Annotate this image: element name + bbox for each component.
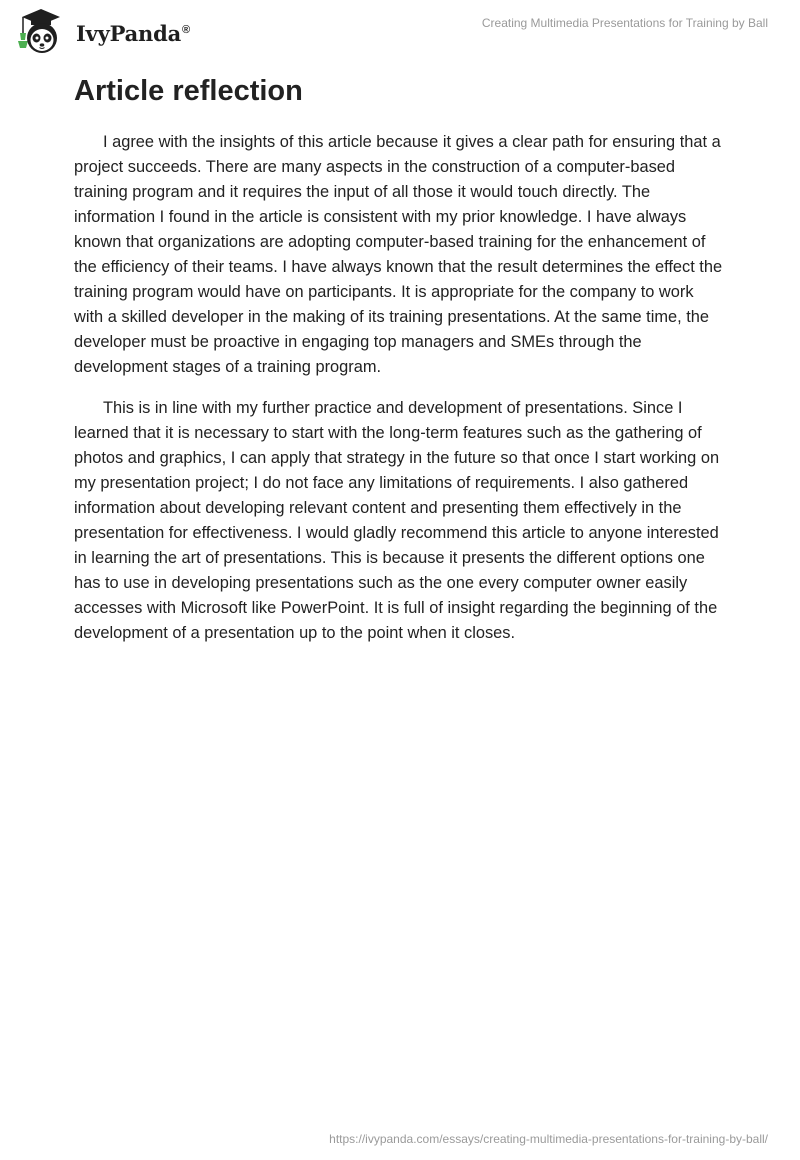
brand-name: IvyPanda® <box>76 20 190 46</box>
footer-url[interactable]: https://ivypanda.com/essays/creating-multimedia-presentations-for-training-by-ball/ <box>329 1132 768 1146</box>
panda-graduate-icon <box>14 7 72 57</box>
ivypanda-logo[interactable] <box>14 8 190 56</box>
page-header <box>0 0 800 60</box>
paragraph-1: I agree with the insights of this article because it gives a clear path for ensuring that a project succeeds. There are many aspects in the construction of a computer-based training program and it requires the input of all those it would touch directly. The information I found in the article is consistent with my prior knowledge. I have always known that organizations are adopting computer-based training for the enhancement of the efficiency of their teams. I have always known that the result determines the effect the training program would have on participants. It is appropriate for the company to work with a skilled developer in the making of its training presentations. At the same time, the developer must be proactive in engaging top managers and SMEs through the development stages of a training program. <box>74 133 723 376</box>
registered-mark: ® <box>182 23 190 36</box>
document-title: Creating Multimedia Presentations for Training by Ball <box>481 16 768 30</box>
paragraph-2: This is in line with my further practice and development of presentations. Since I learned that it is necessary to start with the long-term features such as the gathering of photos and graphics, I can apply that strategy in the future so that once I start working on my presentation project; I do not face any limitations of requirements. I also gathered information about developing relevant content and presenting them effectively in the presentation for effectiveness. I would gladly recommend this article to anyone interested in learning the art of presentations. This is because it presents the different options one has to use in developing presentations such as the one every computer owner easily accesses with Microsoft like PowerPoint. It is full of insight regarding the beginning of the development of a presentation up to the point when it closes. <box>74 399 720 642</box>
article-body <box>74 74 726 662</box>
section-heading: Article reflection <box>74 75 303 107</box>
